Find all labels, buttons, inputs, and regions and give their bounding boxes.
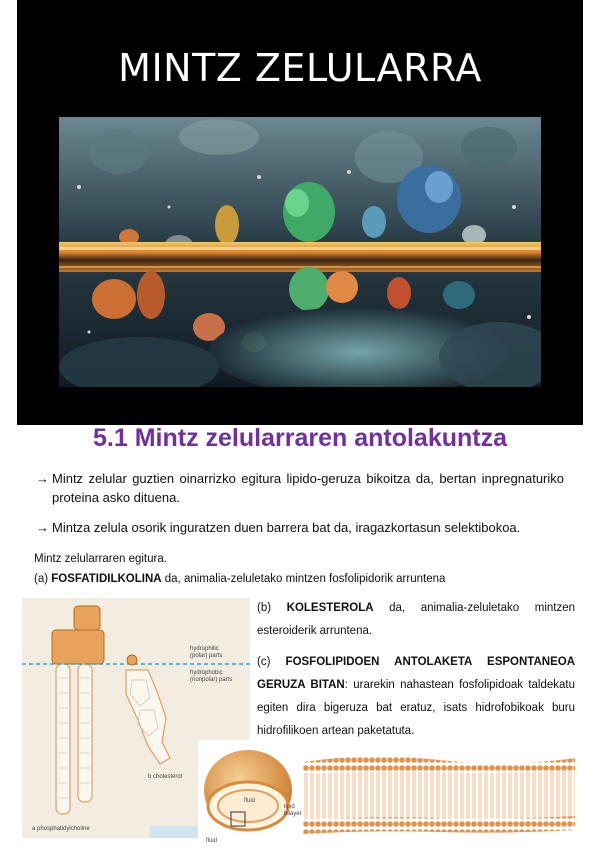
liposome-figure bbox=[198, 740, 304, 848]
membrane-illustration-svg bbox=[59, 117, 541, 387]
fluid-shading bbox=[150, 826, 198, 838]
caption-c-text: : urarekin nahastean fosfolipidoak taldekatu egiten dira bigeruza bat eratuz, isats hidrofobikoak buru hidrofilikoen artean paketatuta. bbox=[257, 679, 575, 737]
arrow-icon: → bbox=[36, 471, 49, 486]
lipid-bilayer-label: lipid bilayer bbox=[284, 804, 302, 817]
hydrophilic-label: hydrophilic (polar) parts bbox=[190, 646, 223, 659]
bullet-item bbox=[36, 469, 564, 507]
caption-b-text: da, animalia-zeluletako mintzen esteroiderik arruntena. bbox=[257, 602, 576, 637]
page-title: MINTZ ZELULARRA bbox=[118, 46, 482, 90]
caption-a-text: da, animalia-zeluletako mintzen fosfolipidorik arruntena bbox=[161, 573, 446, 585]
caption-a-prefix: (a) bbox=[34, 573, 52, 585]
caption-b bbox=[257, 597, 575, 643]
bullet-text: Mintza zelula osorik inguratzen duen barrera bat da, iragazkortasun selektibokoa. bbox=[52, 520, 521, 535]
fluid-outer-label: fluid bbox=[206, 838, 218, 844]
bullet-text: Mintz zelular guztien oinarrizko egitura lipido-geruza bikoitza da, bertan inpregnaturiko proteina asko dituena. bbox=[52, 471, 564, 505]
caption-a bbox=[34, 571, 445, 587]
bilayer-strip-diagram bbox=[303, 748, 575, 848]
caption-a-term: FOSFATIDILKOLINA bbox=[51, 573, 162, 585]
liposome-diagram bbox=[198, 740, 304, 848]
caption-b-prefix: (b) bbox=[257, 602, 287, 614]
hero-banner bbox=[17, 0, 583, 425]
phosphatidylcholine-label: a phosphatidylcholine bbox=[32, 826, 90, 832]
hydrophobic-label: hydrophobic (nonpolar) parts bbox=[190, 670, 233, 683]
caption-b-term: KOLESTEROLA bbox=[286, 602, 374, 614]
structure-heading: Mintz zelularraren egitura. bbox=[34, 553, 167, 565]
arrow-icon: → bbox=[36, 520, 49, 535]
membrane-illustration bbox=[59, 117, 541, 387]
caption-c-prefix: (c) bbox=[257, 656, 286, 668]
fluid-inner-label: fluid bbox=[244, 798, 256, 804]
cholesterol-label: b cholesterol bbox=[148, 774, 183, 780]
bilayer-strip-figure bbox=[303, 748, 575, 848]
caption-c-term: FOSFOLIPIDOEN ANTOLAKETA ESPONTANEOA GERUZA BITAN bbox=[257, 656, 575, 691]
caption-c bbox=[257, 651, 575, 743]
bullet-item bbox=[36, 518, 564, 537]
section-title: 5.1 Mintz zelularraren antolakuntza bbox=[93, 424, 507, 452]
